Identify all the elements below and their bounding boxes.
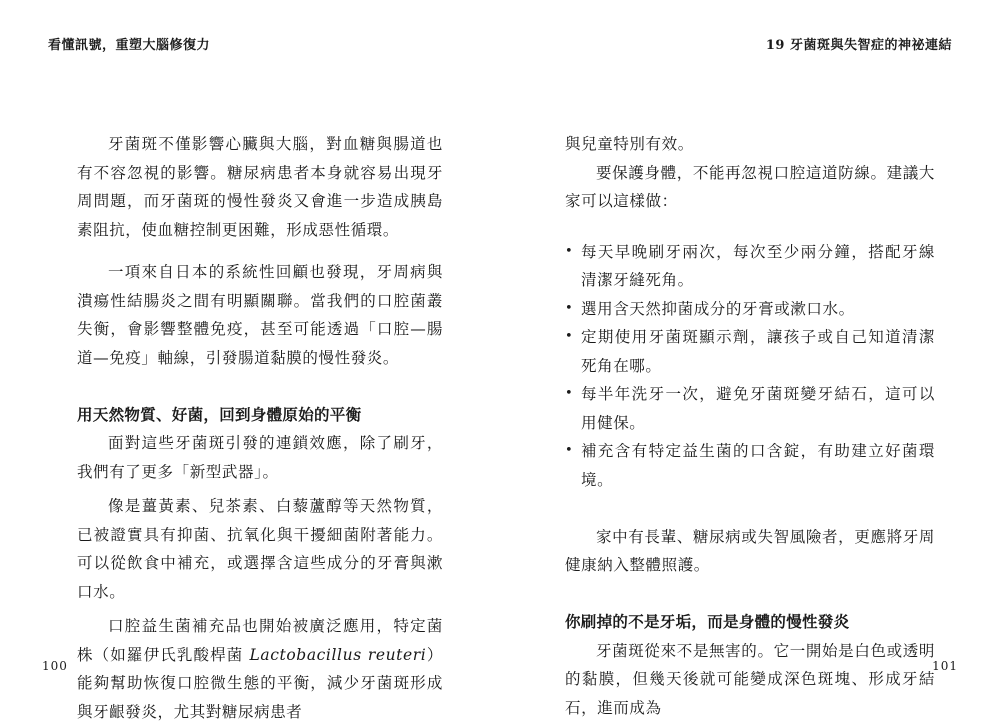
- list-item: • 每天早晚刷牙兩次，每次至少兩分鐘，搭配牙線清潔牙縫死角。: [565, 238, 935, 295]
- right-page: [500, 0, 1000, 717]
- paragraph: 牙菌斑不僅影響心臟與大腦，對血糖與腸道也有不容忽視的影響。糖尿病患者本身就容易出現牙周問題，而牙菌斑的慢性發炎又會進一步造成胰島素阻抗，使血糖控制更困難，形成惡性循環。: [77, 135, 443, 239]
- left-body-text: [77, 130, 443, 726]
- paragraph: 面對這些牙菌斑引發的連鎖效應，除了刷牙，我們有了更多「新型武器」。: [77, 434, 443, 481]
- tips-list: [565, 238, 935, 495]
- page-number-left: 100: [42, 659, 68, 673]
- list-item: • 每半年洗牙一次，避免牙菌斑變牙結石，這可以用健保。: [565, 380, 935, 437]
- latin-species-name: Lactobacillus reuteri: [249, 645, 427, 664]
- running-head-right: 19 牙菌斑與失智症的神祕連結: [765, 38, 952, 53]
- right-body-text: [565, 130, 935, 722]
- paragraph: 一項來自日本的系統性回顧也發現，牙周病與潰瘍性結腸炎之間有明顯關聯。當我們的口腔菌叢失衡，會影響整體免疫，甚至可能透過「口腔—腸道—免疫」軸線，引發腸道黏膜的慢性發炎。: [77, 263, 443, 367]
- bullet-icon: •: [565, 329, 574, 344]
- paragraph-text: 口腔益生菌補充品也開始被廣泛應用，特定菌株（如羅伊氏乳酸桿菌: [77, 617, 443, 664]
- list-item: • 補充含有特定益生菌的口含錠，有助建立好菌環境。: [565, 437, 935, 494]
- section-heading: 用天然物質、好菌，回到身體原始的平衡: [77, 405, 362, 424]
- paragraph: 像是薑黃素、兒茶素、白藜蘆醇等天然物質，已被證實具有抑菌、抗氧化與干擾細菌附著能力。可以從飲食中補充，或選擇含這些成分的牙膏與漱口水。: [77, 497, 443, 601]
- bullet-icon: •: [565, 386, 574, 401]
- list-item: • 定期使用牙菌斑顯示劑，讓孩子或自己知道清潔死角在哪。: [565, 323, 935, 380]
- paragraph: 要保護身體，不能再忽視口腔這道防線。建議大家可以這樣做：: [565, 163, 935, 210]
- bullet-icon: •: [565, 243, 574, 259]
- paragraph: 與兒童特別有效。: [565, 135, 694, 153]
- section-heading: 你刷掉的不是牙垢，而是身體的慢性發炎: [565, 613, 850, 631]
- bullet-icon: •: [565, 300, 574, 316]
- left-page: [0, 0, 500, 721]
- bullet-icon: •: [565, 443, 574, 458]
- list-item: • 選用含天然抑菌成分的牙膏或漱口水。: [565, 295, 935, 324]
- paragraph: 家中有長輩、糖尿病或失智風險者，更應將牙周健康納入整體照護。: [565, 527, 935, 574]
- paragraph: 牙菌斑從來不是無害的。它一開始是白色或透明的黏膜，但幾天後就可能變成深色斑塊、形成牙結石，進而成為: [565, 641, 935, 717]
- paragraph: [77, 612, 443, 726]
- page-number-right: 101: [932, 659, 958, 673]
- running-head-left: 看懂訊號，重塑大腦修復力: [48, 38, 211, 53]
- paragraph-text: ）能夠幫助恢復口腔微生態的平衡，減少牙菌斑形成與牙齦發炎，尤其對糖尿病患者: [77, 645, 444, 721]
